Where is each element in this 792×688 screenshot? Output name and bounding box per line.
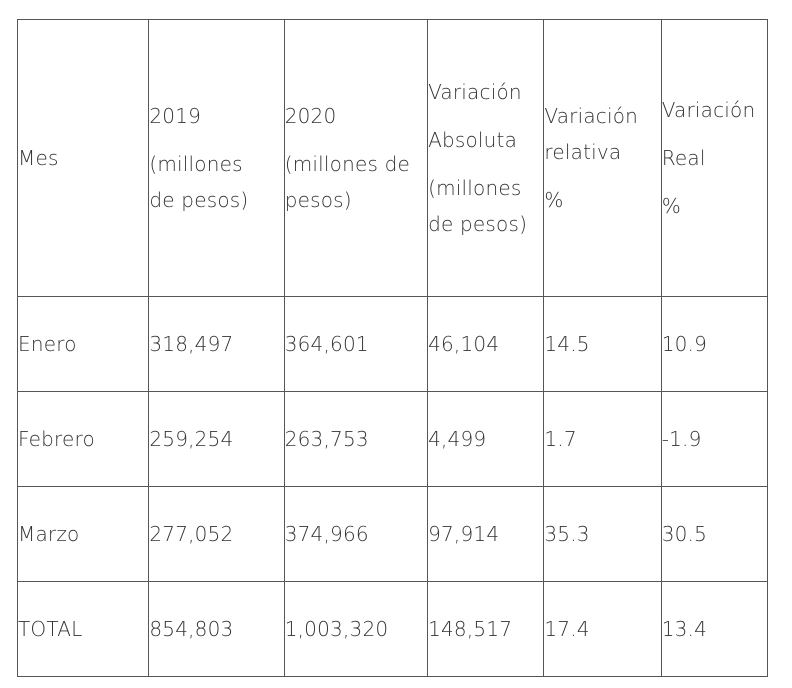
cell-variacion-absoluta: 46,104 <box>428 297 544 392</box>
header-variacion-absoluta <box>428 20 544 297</box>
cell-2020: 1,003,320 <box>284 582 427 677</box>
header-variacion-real <box>661 20 767 297</box>
header-row <box>18 20 768 297</box>
header-2019-unit-1: (millones <box>149 152 243 176</box>
cell-2019: 854,803 <box>149 582 284 677</box>
header-abs-line4: de pesos) <box>428 212 528 236</box>
cell-variacion-real: 30.5 <box>661 487 767 582</box>
header-2020-year: 2020 <box>284 104 337 128</box>
header-2020 <box>284 20 427 297</box>
cell-2019: 318,497 <box>149 297 284 392</box>
header-variacion-relativa <box>544 20 661 297</box>
header-abs-line2: Absoluta <box>428 128 518 152</box>
cell-mes: TOTAL <box>18 582 149 677</box>
header-2020-unit-1: (millones de <box>284 152 411 176</box>
sales-variation-table <box>17 19 768 677</box>
cell-mes: Marzo <box>18 487 149 582</box>
cell-variacion-relativa: 35.3 <box>544 487 661 582</box>
header-2019-unit-2: de pesos) <box>149 188 249 212</box>
cell-variacion-relativa: 17.4 <box>544 582 661 677</box>
table-row <box>18 392 768 487</box>
cell-variacion-absoluta: 4,499 <box>428 392 544 487</box>
header-2019 <box>149 20 284 297</box>
header-real-line2: Real <box>661 146 706 170</box>
cell-2019: 259,254 <box>149 392 284 487</box>
cell-variacion-real: 10.9 <box>661 297 767 392</box>
cell-variacion-absoluta: 148,517 <box>428 582 544 677</box>
header-abs-line3: (millones <box>428 176 522 200</box>
header-rel-line1: Variación <box>544 104 639 128</box>
header-real-line3: % <box>661 194 681 218</box>
cell-2020: 364,601 <box>284 297 427 392</box>
cell-2019: 277,052 <box>149 487 284 582</box>
table-row-total <box>18 582 768 677</box>
cell-2020: 263,753 <box>284 392 427 487</box>
cell-variacion-absoluta: 97,914 <box>428 487 544 582</box>
cell-mes: Febrero <box>18 392 149 487</box>
cell-variacion-relativa: 1.7 <box>544 392 661 487</box>
cell-variacion-real: 13.4 <box>661 582 767 677</box>
header-mes <box>18 20 149 297</box>
data-table-container <box>17 19 768 673</box>
header-rel-line2: relativa <box>544 140 622 164</box>
header-mes-label: Mes <box>18 146 59 170</box>
header-rel-line3: % <box>544 188 564 212</box>
cell-variacion-relativa: 14.5 <box>544 297 661 392</box>
cell-mes: Enero <box>18 297 149 392</box>
header-real-line1: Variación <box>661 98 756 122</box>
header-2020-unit-2: pesos) <box>284 188 352 212</box>
table-row <box>18 297 768 392</box>
cell-variacion-real: -1.9 <box>661 392 767 487</box>
table-row <box>18 487 768 582</box>
cell-2020: 374,966 <box>284 487 427 582</box>
header-abs-line1: Variación <box>428 80 522 104</box>
header-2019-year: 2019 <box>149 104 202 128</box>
